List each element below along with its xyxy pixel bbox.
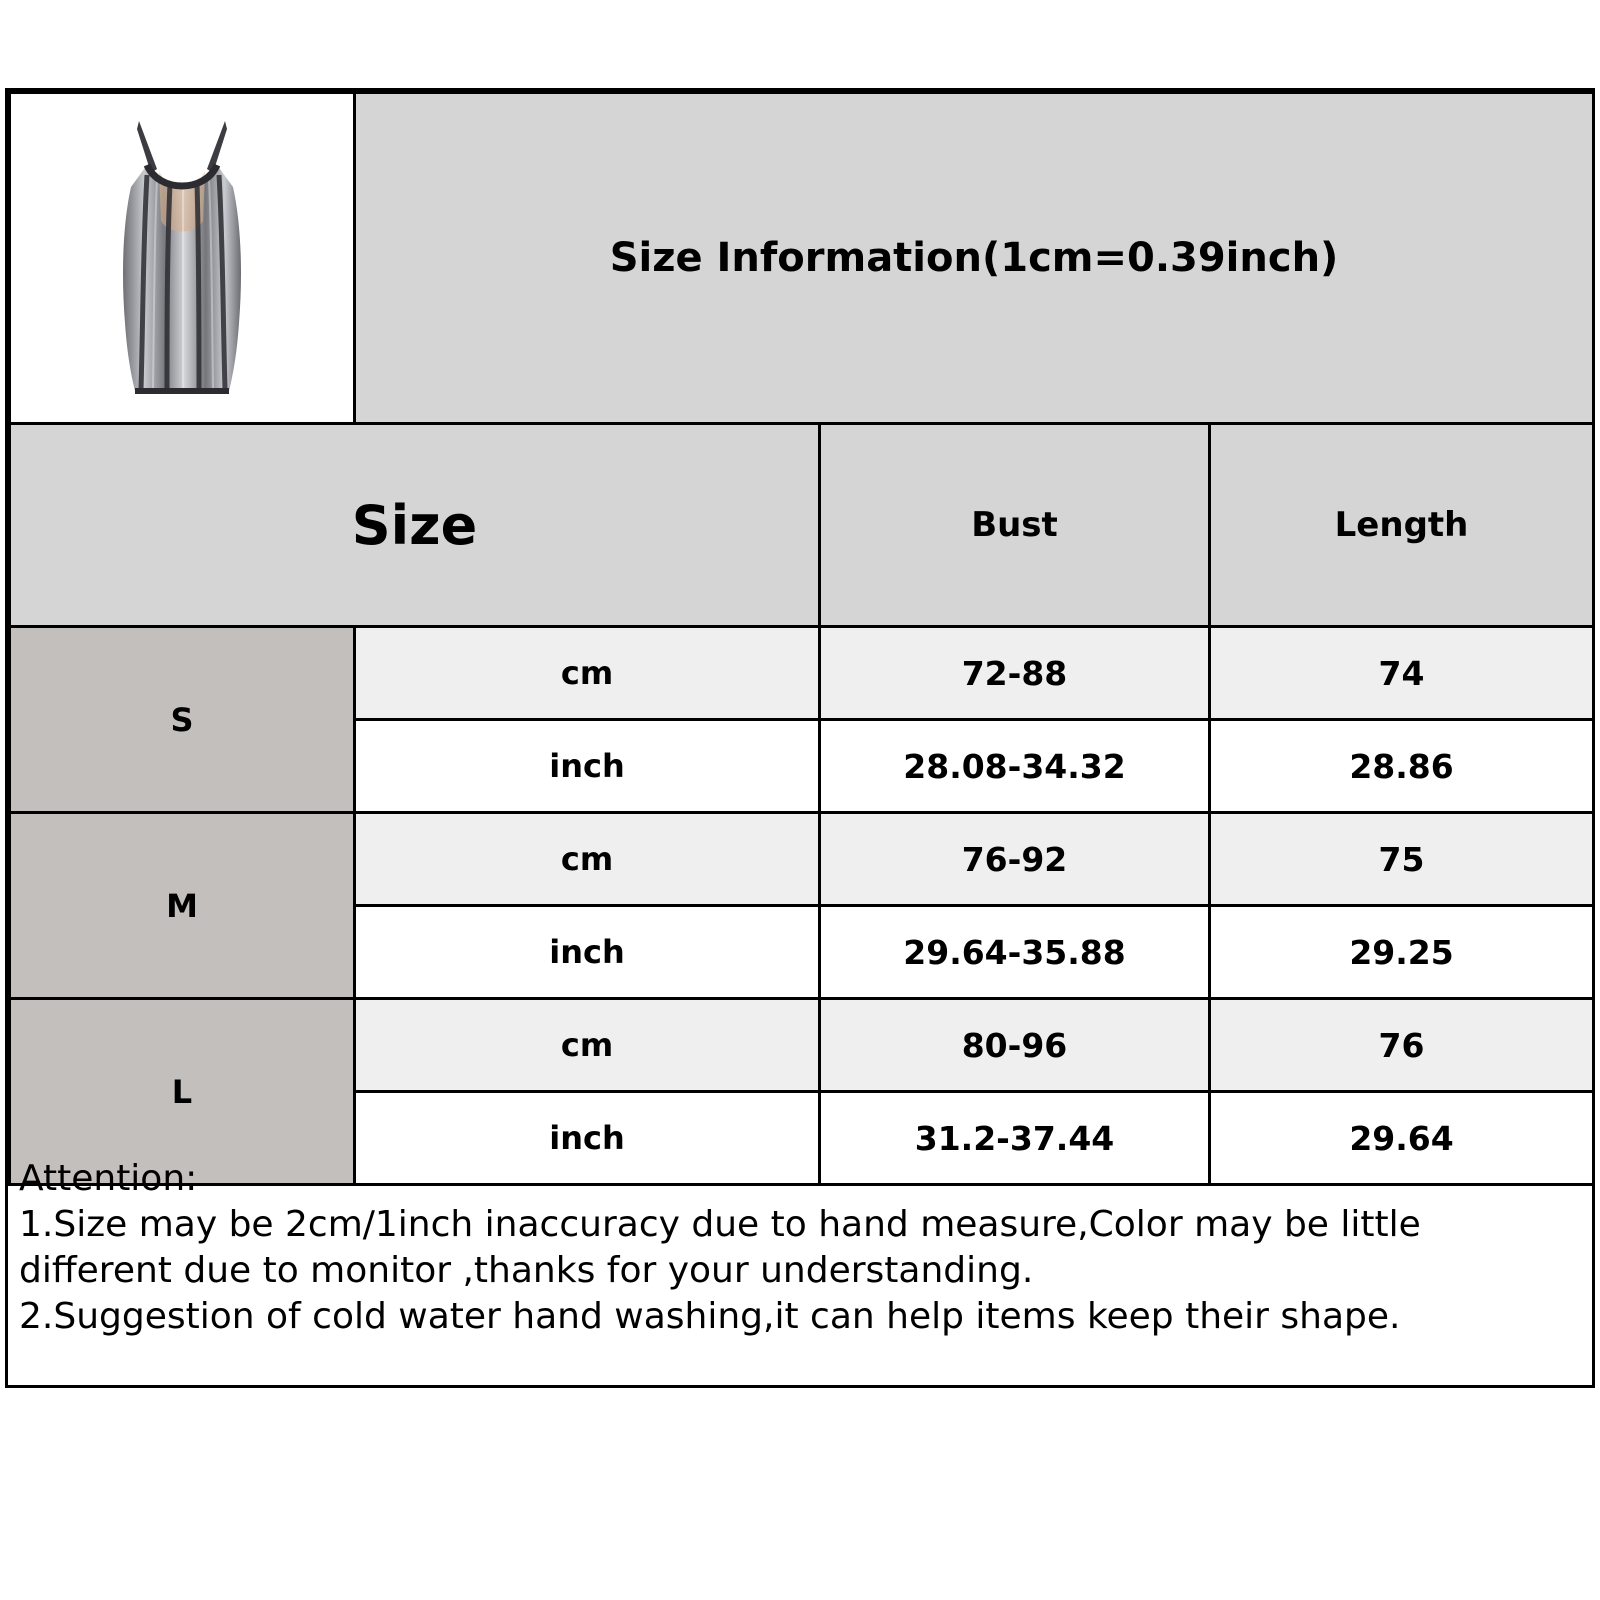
bust-value: 76-92 [820,813,1210,906]
dress-illustration [11,98,353,418]
header-length: Length [1210,424,1594,627]
bust-value: 29.64-35.88 [820,906,1210,999]
table-row [10,627,1594,720]
unit-cell: inch [355,906,820,999]
size-label-l: L [10,999,355,1185]
size-label-s: S [10,627,355,813]
bust-value: 31.2-37.44 [820,1092,1210,1185]
length-value: 74 [1210,627,1594,720]
length-value: 29.25 [1210,906,1594,999]
unit-cell: inch [355,720,820,813]
unit-cell: cm [355,813,820,906]
unit-cell: inch [355,1092,820,1185]
length-value: 28.86 [1210,720,1594,813]
size-label-m: M [10,813,355,999]
bust-value: 80-96 [820,999,1210,1092]
unit-cell: cm [355,999,820,1092]
attention-line-2: 2.Suggestion of cold water hand washing,it can help items keep their shape. [19,1296,1401,1338]
unit-cell: cm [355,627,820,720]
size-chart-table [8,91,1595,1186]
product-image-cell [10,93,355,424]
length-value: 29.64 [1210,1092,1594,1185]
length-value: 75 [1210,813,1594,906]
table-row [10,813,1594,906]
attention-note [5,1148,1595,1340]
bust-value: 28.08-34.32 [820,720,1210,813]
table-row [10,999,1594,1092]
size-information-title: Size Information(1cm=0.39inch) [355,93,1594,424]
length-value: 76 [1210,999,1594,1092]
attention-heading: Attention: [19,1158,198,1199]
attention-line-1b: different due to monitor ,thanks for your understanding. [19,1250,1034,1292]
bust-value: 72-88 [820,627,1210,720]
table-header-row [10,424,1594,627]
attention-line-1a: 1.Size may be 2cm/1inch inaccuracy due to hand measure,Color may be little [19,1204,1421,1246]
header-bust: Bust [820,424,1210,627]
table-row-title [10,93,1594,424]
header-size: Size [10,424,820,627]
